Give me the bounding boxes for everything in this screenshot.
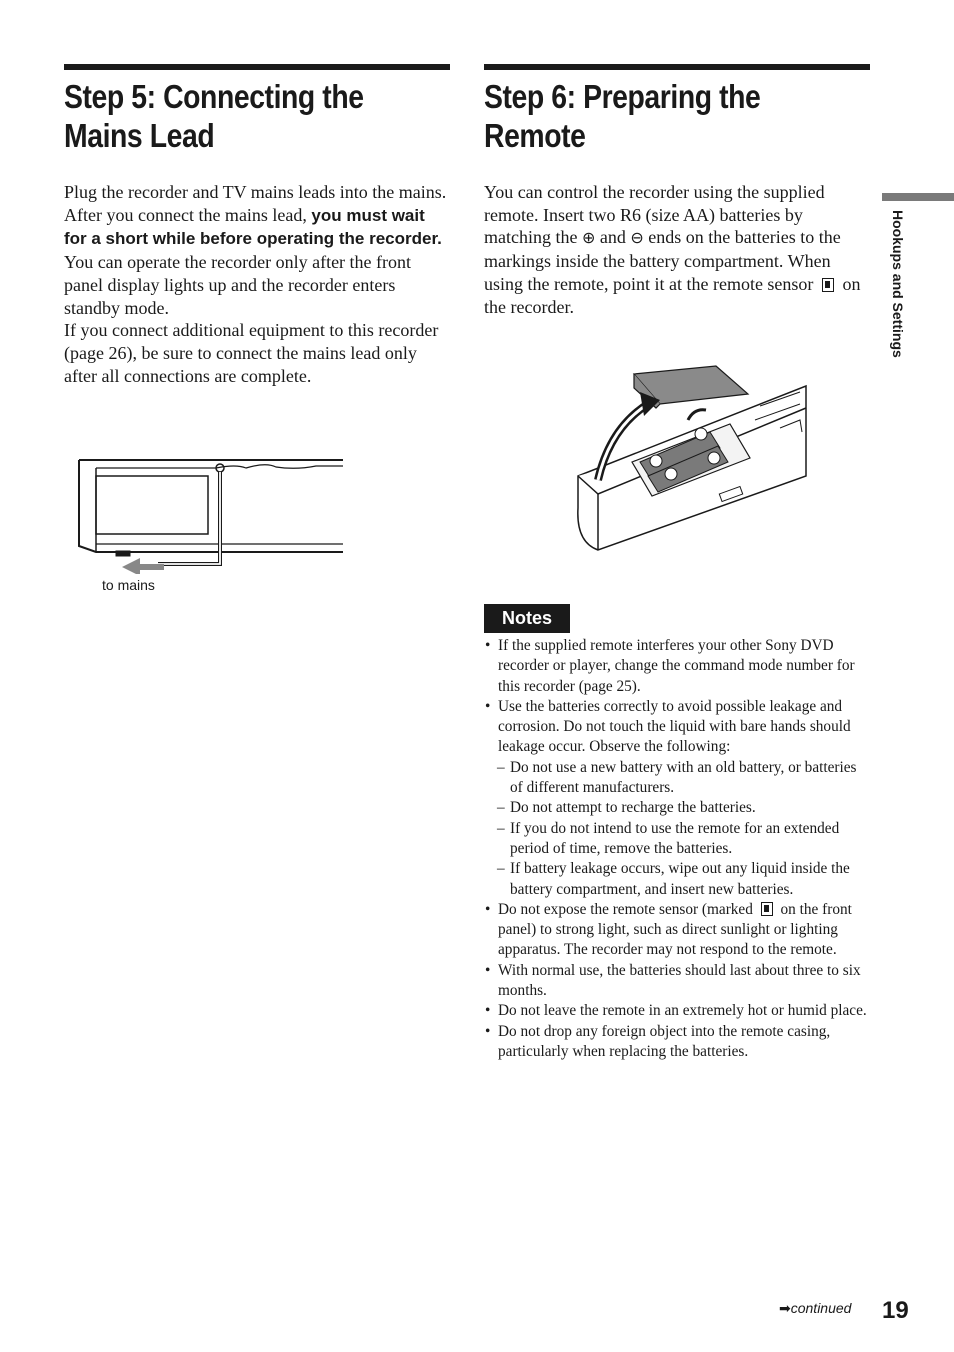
step5-heading-line2: Mains Lead (64, 117, 215, 154)
step6-heading-line2: Remote (484, 117, 586, 154)
step6-heading-rule (484, 64, 870, 70)
step6-body (484, 181, 870, 318)
mains-lead (158, 464, 224, 564)
plus-terminal-icon: ⊕ (581, 228, 596, 248)
minus-terminal-icon: ⊖ (630, 228, 644, 248)
note-item: • Do not drop any foreign object into the remote casing, particularly when replacing the batteries. (484, 1022, 870, 1063)
remote-sensor-icon (761, 902, 773, 916)
step5-heading-rule (64, 64, 450, 70)
note-subitem: – If battery leakage occurs, wipe out any liquid inside the battery compartment, and insert new batteries. (484, 859, 870, 900)
note-item: • If the supplied remote interferes your other Sony DVD recorder or player, change the command mode number for this recorder (page 25). (484, 636, 870, 697)
step5-heading-line1: Step 5: Connecting the (64, 78, 364, 115)
step5-heading (64, 77, 364, 155)
recorder-mains-illustration (76, 454, 346, 574)
note-item: • Use the batteries correctly to avoid possible leakage and corrosion. Do not touch the liquid with bare hands should leakage occur. Observe the following: (484, 697, 870, 758)
step6-heading (484, 77, 760, 155)
to-mains-caption: to mains (102, 577, 155, 593)
note-subitem: – If you do not intend to use the remote for an extended period of time, remove the batteries. (484, 819, 870, 860)
note-item: • Do not leave the remote in an extremely hot or humid place. (484, 1001, 870, 1021)
remote-sensor-icon (822, 278, 834, 292)
step5-paragraph-1: Plug the recorder and TV mains leads into the mains. After you connect the mains lead, you must wait for a short while before operating the recorder. You can operate the recorder only after the front panel display lights up and the recorder enters standby mode. (64, 182, 447, 318)
note-item: • Do not expose the remote sensor (marked on the front panel) to strong light, such as direct sunlight or lighting apparatus. The recorder may not respond to the remote. (484, 900, 870, 961)
step5-paragraph-2: If you connect additional equipment to this recorder (page 26), be sure to connect the mains lead only after all connections are complete. (64, 320, 439, 386)
continued-indicator (779, 1300, 851, 1317)
arrow-right-icon: ➡ (779, 1300, 791, 1316)
notes-list (484, 636, 870, 1062)
note-subitem: – Do not attempt to recharge the batteries. (484, 798, 870, 818)
continued-label: continued (790, 1300, 852, 1316)
note-item: • With normal use, the batteries should last about three to six months. (484, 961, 870, 1002)
step5-body (64, 181, 450, 387)
section-tab-bar (882, 193, 954, 201)
remote-battery-illustration (570, 358, 820, 558)
step6-paragraph: You can control the recorder using the supplied remote. Insert two R6 (size AA) batteries by matching the ⊕ and ⊖ ends on the batteries to the markings inside the battery compartment. When using the remote, point it at the remote sensor on the recorder. (484, 182, 861, 317)
recorder-body (79, 460, 343, 556)
step6-heading-line1: Step 6: Preparing the (484, 78, 761, 115)
step5-warning: you must wait for a short while before operating the recorder. (64, 205, 442, 249)
section-tab-label: Hookups and Settings (890, 210, 906, 358)
page-number: 19 (882, 1297, 909, 1324)
notes-label: Notes (484, 604, 570, 633)
note-subitem: – Do not use a new battery with an old battery, or batteries of different manufacturers. (484, 758, 870, 799)
to-mains-arrow (122, 558, 164, 574)
